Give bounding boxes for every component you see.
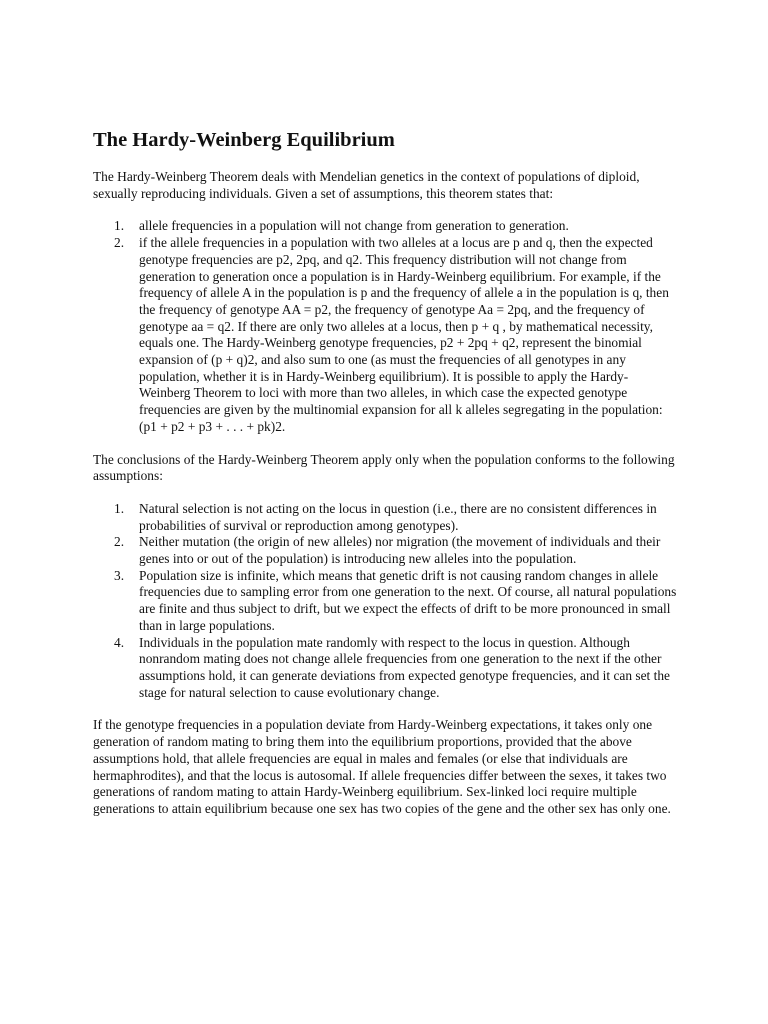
theorem-list [93,218,678,435]
list-item [93,568,678,635]
list-item-text: Natural selection is not acting on the locus in question (i.e., there are no consistent differences in probabilities of survival or reproduction among genotypes). [139,500,657,533]
list-number: 2. [114,534,125,550]
closing-paragraph: If the genotype frequencies in a population deviate from Hardy-Weinberg expectations, it takes only one generation of random mating to bring them into the equilibrium proportions, provided that the above assumptions hold, that allele frequencies are equal in males and females (or else that individuals are hermaphrodites), and that the locus is autosomal. If allele frequencies differ between the sexes, it takes two generations of random mating to attain Hardy-Weinberg equilibrium. Sex-linked loci require multiple generations to attain equilibrium because one sex has two copies of the gene and the other sex has only one. [93,717,671,816]
assumptions-list [93,501,678,701]
list-item-text: if the allele frequencies in a population with two alleles at a locus are p and q, then the expected genotype frequencies are p2, 2pq, and q2. This frequency distribution will not change from generation to generation once a population is in Hardy-Weinberg equilibrium. For example, if the frequency of allele A in the population is p and the frequency of allele a in the population is q, then the frequency of genotype AA = p2, the frequency of genotype Aa = 2pq, and the frequency of genotype aa = q2. If there are only two alleles at a locus, then p + q , by mathematical necessity, equals one. The Hardy-Weinberg genotype frequencies, p2 + 2pq + q2, represent the binomial expansion of (p + q)2, and also sum to one (as must the frequencies of all genotypes in any population, whether it is in Hardy-Weinberg equilibrium). It is possible to apply the Hardy-Weinberg Theorem to loci with more than two alleles, in which case the expected genotype frequencies are given by the multinomial expansion for all k alleles segregating in the population: (p1 + p2 + p3 + . . . + pk)2. [139,235,669,434]
list-item-text: Individuals in the population mate randomly with respect to the locus in question. Although nonrandom mating does not change allele frequencies from one generation to the next if the other assumptions hold, it can generate deviations from expected genotype frequencies, and it can set the stage for natural selection to cause evolutionary change. [139,634,670,700]
list-number: 3. [114,567,125,583]
list-item [93,534,678,567]
list-item [93,501,678,534]
list-item-text: allele frequencies in a population will not change from generation to generation. [139,218,569,234]
list-item-text: Population size is infinite, which means that genetic drift is not causing random changes in allele frequencies due to sampling error from one generation to the next. Of course, all natural populations are finite and thus subject to drift, but we expect the effects of drift to be more pronounced in small than in large populations. [139,567,677,633]
intro-paragraph: The Hardy-Weinberg Theorem deals with Mendelian genetics in the context of populations of diploid, sexually reproducing individuals. Given a set of assumptions, this theorem states that: [93,169,640,201]
list-item [93,635,678,702]
list-number: 2. [114,235,125,251]
list-number: 1. [114,218,125,234]
assumptions-intro-paragraph: The conclusions of the Hardy-Weinberg Theorem apply only when the population conforms to the following assumptions: [93,451,675,484]
list-number: 1. [114,500,125,516]
list-item [93,218,678,235]
list-item-text: Neither mutation (the origin of new alleles) nor migration (the movement of individuals and their genes into or out of the population) is introducing new alleles into the population. [139,534,661,567]
list-number: 4. [114,634,125,650]
list-item [93,235,678,435]
page-title: The Hardy-Weinberg Equilibrium [93,129,395,151]
document-page [93,127,678,818]
